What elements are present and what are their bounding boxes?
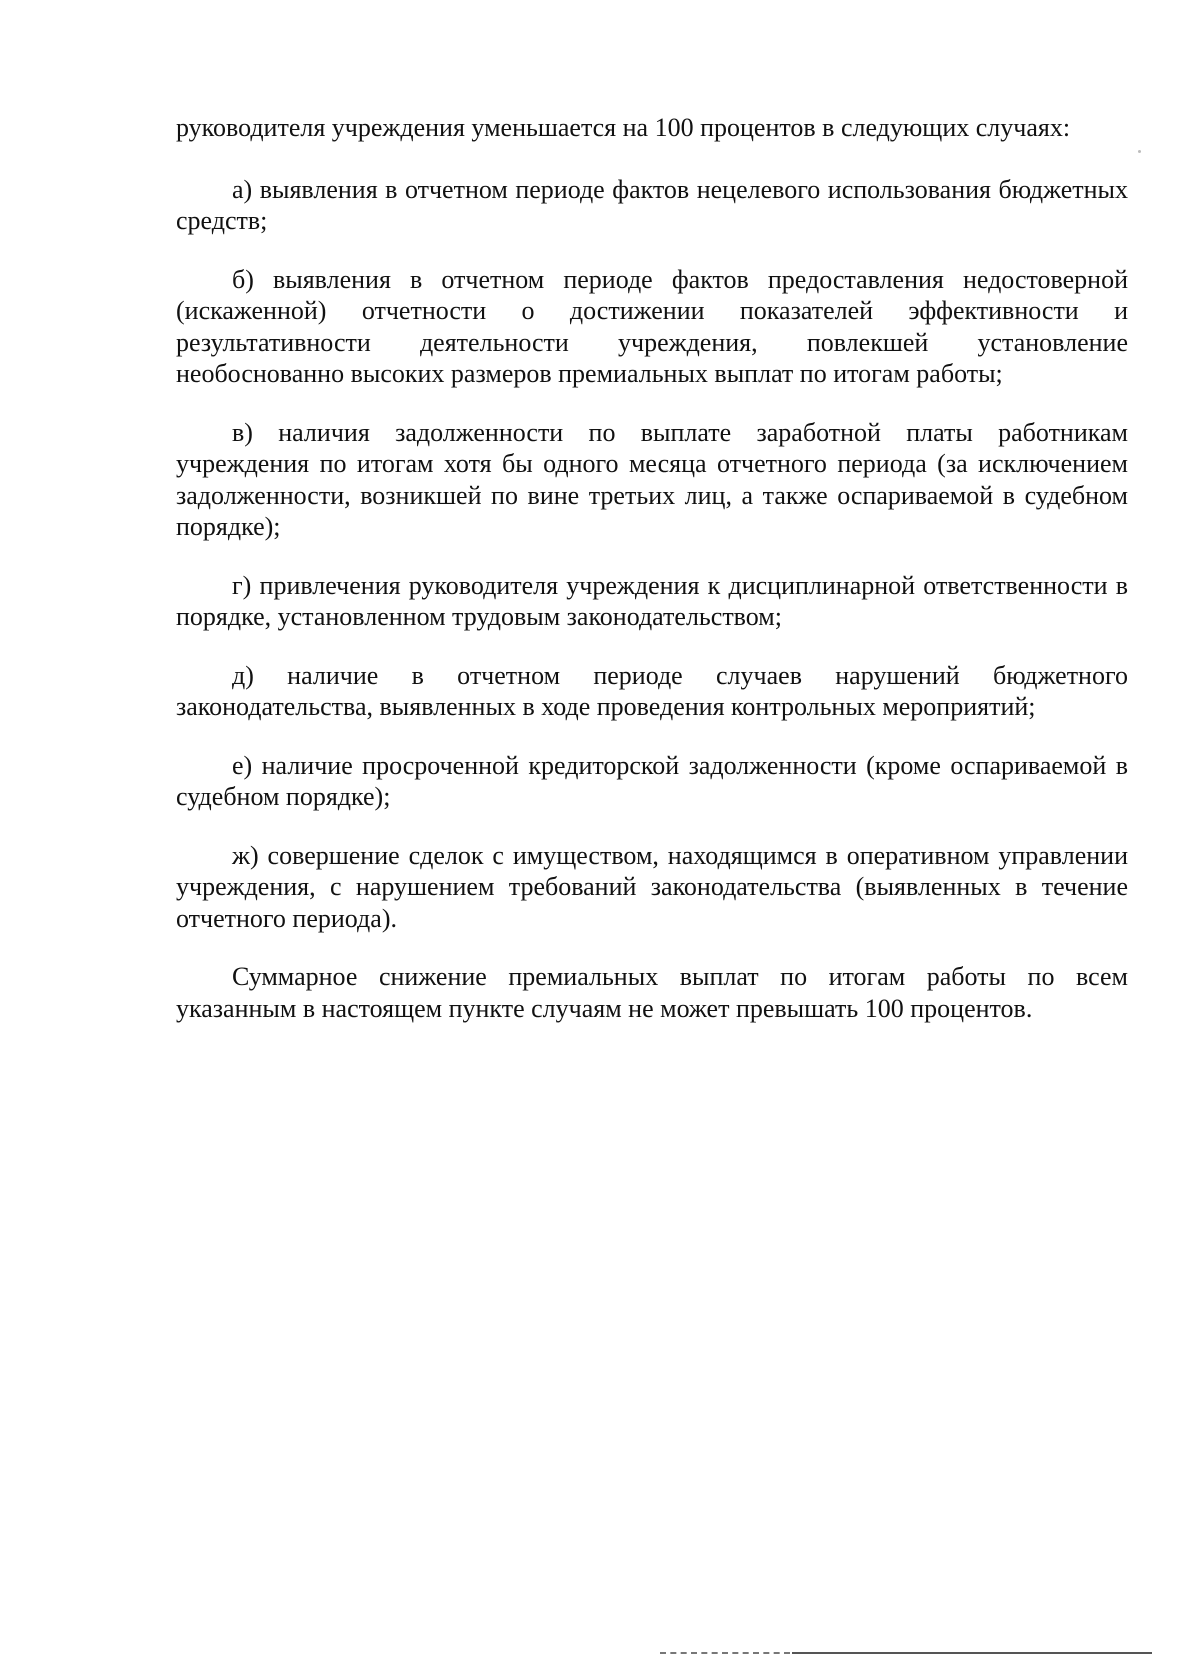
paragraph-item-e: е) наличие просроченной кредиторской задолженности (кроме оспариваемой в судебном порядке); <box>176 750 1128 811</box>
paragraph-item-a: а) выявления в отчетном периоде фактов нецелевого использования бюджетных средств; <box>176 174 1128 235</box>
bottom-rule-line <box>792 1652 1152 1654</box>
paragraph-intro: руководителя учреждения уменьшается на 100 процентов в следующих случаях: <box>176 113 1071 142</box>
paragraph-item-b: б) выявления в отчетном периоде фактов предоставления недостоверной (искаженной) отчетности о достижении показателей эффективности и результативности деятельности учреждения, повлекшей установление необоснованно высоких размеров премиальных выплат по итогам работы; <box>176 264 1128 388</box>
document-body <box>176 112 1128 1051</box>
paragraph-item-d: д) наличие в отчетном периоде случаев нарушений бюджетного законодательства, выявленных в ходе проведения контрольных мероприятий; <box>176 660 1128 721</box>
paragraph-item-zh: ж) совершение сделок с имуществом, находящимся в оперативном управлении учреждения, с нарушением требований законодательства (выявленных в течение отчетного периода). <box>176 840 1128 933</box>
paragraph-item-v: в) наличия задолженности по выплате заработной платы работникам учреждения по итогам хотя бы одного месяца отчетного периода (за исключением задолженности, возникшей по вине третьих лиц, а также оспариваемой в судебном порядке); <box>176 417 1128 541</box>
paragraph-item-g: г) привлечения руководителя учреждения к дисциплинарной ответственности в порядке, установленном трудовым законодательством; <box>176 570 1128 631</box>
scan-speck <box>1138 150 1141 153</box>
paragraph-summary: Суммарное снижение премиальных выплат по итогам работы по всем указанным в настоящем пункте случаям не может превышать 100 процентов. <box>176 962 1128 1023</box>
bottom-dashed-line <box>660 1652 790 1654</box>
